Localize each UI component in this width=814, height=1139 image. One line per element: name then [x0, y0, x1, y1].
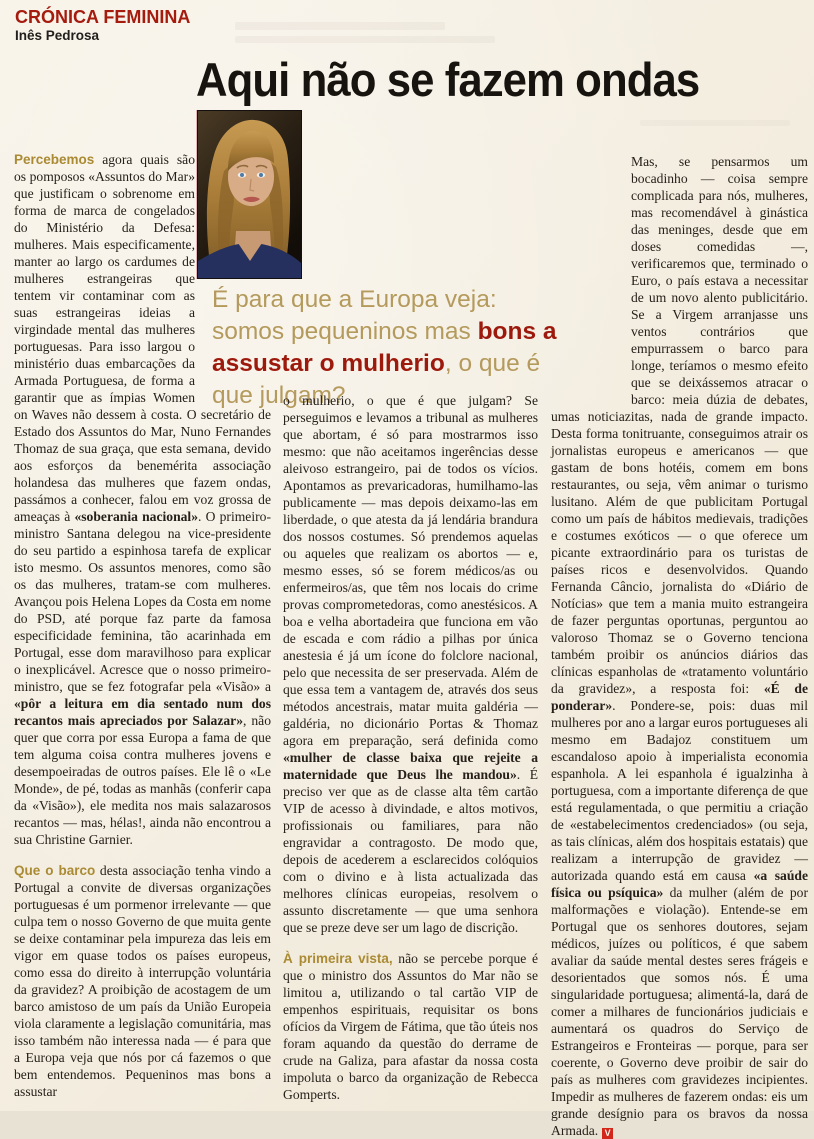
bleed-through-mark: [640, 120, 790, 126]
headline: Aqui não se fazem ondas: [196, 53, 700, 106]
body-text: , não quer que corra por essa Europa a fama de que tem alguma coisa contra mulheres jovens e desempoeiradas de outros países. Ele lê o «Le Monde», de pé, todas as manhãs (conferir capa da «Visão»), ele medita nos mais salazarosos recantos — mas, hélas!, ainda não encontrou a sua Christine Garnier.: [14, 713, 271, 847]
body-text: o mulherio, o que é que julgam? Se perseguimos e levamos a tribunal as mulheres que abortam, é só para mostrarmos isso mesmo: que não aceitamos ingerências desse aleivoso estrangeiro, pai de todos os vícios. Apontamos as prevaricadoras, humilhamo-las publicamente — mas depois deixamo-las em liberdade, o que atesta da já lendária brandura dos nossos costumes. Só prendemos aquelas ou aqueles que realizam os abortos — e, mesmo esses, só se forem médicos/as ou enfermeiros/as, que têm nos locais do crime provas comprometedoras, como anestésicos. A boa e velha abortadeira que funciona em vão de escada e com rádio a pilhas por única anestesia é já um ícone do folclore nacional, pelo que necessita de ser preservada. Além de que essa tem a vantagem de, através dos seus métodos ancestrais, matar muita galdéria — galdéria, no dicionário Portas & Thomaz agora em preparação, será definida como: [283, 393, 538, 748]
pull-quote-segment: É para que a Europa veja: somos pequeninos mas: [212, 286, 497, 345]
paragraph: [283, 392, 538, 936]
body-text-bold: «a saúde física ou psíquica»: [551, 868, 808, 900]
paragraph: [14, 862, 271, 1100]
body-text: desta associação tenha vindo a Portugal a convite de diversas organizações portuguesas é um pormenor irrelevante — que culpa tem o nosso Governo de que muita gente se deixe contaminar pela impureza das leis em vigor em quase todos os países europeus, como essa do direito à interrupção voluntária da gravidez? A proibição de acostagem de um barco amistoso de um país da União Europeia viola claramente a legislação comunitária, mas isso também não interessa nada — é para que a Europa veja que nós por cá fazemos o que bem entendemos. Pequeninos mas bons a assustar: [14, 863, 271, 1099]
lead-in: À primeira vista,: [283, 951, 393, 966]
paragraph: [283, 950, 538, 1103]
body-text-bold: «pôr a leitura em dia sentado num dos recantos mais apreciados por Salazar»: [14, 696, 271, 728]
body-text-bold: «soberania nacional»: [74, 509, 199, 524]
body-text: agora quais são os pomposos «Assuntos do Mar» que justificam o sobrenome em forma de marca de congelados do Ministério da Defesa: mulheres. Mais especificamente, manter ao largo os cardumes de mulheres estrangeiras que tentem vir contaminar com as suas estrangeiras ideias a virgindade mental das mulheres portuguesas. Para isso largou o ministério duas embarcações da Armada Portuguesa, de forma a garantir que as ímpias Women on Waves não dessem à costa. O secretário de Estado dos Assuntos do Mar, Nuno Fernandes Thomaz de sua graça, que esta semana, devido aos esforços da benemérita associação holandesa das mulheres que fazem ondas, passámos a conhecer, falou em voz grossa de ameaças à: [14, 152, 271, 524]
body-text-bold: «É de ponderar»: [551, 681, 808, 713]
photo-wrap-spacer: [195, 151, 271, 390]
column-left: [14, 151, 271, 1103]
quote-wrap-spacer: [551, 153, 631, 400]
end-mark-letter: V: [604, 1128, 611, 1138]
body-text: da mulher (além de por malformações e violação). Entende-se em Portugal que os senhores doutores, sejam médicos, juízes ou políticos, é que sabem avaliar da saúde mental destes seres frágeis e desorientados que somos nós. É uma singularidade portuguesa; alimentá-la, dará de comer a milhares de funcionários judiciais e aumentará os quadros do Serviço de Estrangeiros e Fronteiras — porque, para ser coerente, o Governo deve proibir de sair do país as mulheres com gravidezes incipientes. Impedir as mulheres de fazerem ondas: eis um grande desígnio para os bravos da nossa Armada.: [551, 885, 808, 1138]
body-text: Mas, se pensarmos um bocadinho — coisa sempre complicada para nós, mulheres, mas recomendável à ginástica das meninges, desde que em doses comedidas —, verificaremos que, terminado o Euro, o país estava a necessitar de um novo alento publicitário. Se a Virgem arranjasse uns ventos contrários que empurrassem o barco para longe, teríamos o mesmo efeito que se deixássemos atracar o barco: meia dúzia de debates, umas noticiazitas, nada de grande impacto. Desta forma tonitruante, conseguimos atrair os jornalistas europeus e americanos — que gastam de bons hotéis, comem em bons restaurantes, ou seja, vêm animar o turismo lusitano. Além de que publicitam Portugal como um país de hábitos medievais, tradições e costumes exóticos — o que oferece um picante extraordinário para os turistas de países ricos e desenvolvidos. Quando Fernanda Câncio, jornalista do «Diário de Notícias» que tem a mania muito estrangeira de fazer perguntas oportunas, perguntou ao valoroso Thomaz se o Governo tenciona também proibir os anúncios diários das clínicas espanholas de «tratamento voluntário da gravidez», a resposta foi:: [551, 154, 808, 696]
column-middle: [283, 392, 538, 1103]
lead-in: Percebemos: [14, 152, 95, 167]
bleed-through-mark: [235, 22, 445, 30]
pull-quote-segment: , o que é que julgam?: [212, 350, 541, 409]
body-text: . O primeiro-ministro Santana delegou na vice-presidente do seu partido a espinhosa tarefa de explicar isto mesmo. Os assuntos menores, como são os das mulheres, tratam-se com mulheres. Avançou pois Helena Lopes da Costa em nome do PSD, até porque faz parte da famosa especificidade feminina, tão acarinhada em Portugal, esse dom maravilhoso para explicar o inexplicável. Acresce que o nosso primeiro-ministro, que se fez fotografar pela «Visão» a: [14, 509, 271, 694]
end-of-article-mark: [602, 1128, 613, 1139]
body-text: não se percebe porque é que o ministro dos Assuntos do Mar não se limitou a, utilizando o tal cartão VIP de empenhos espirituais, requisitar os bons ofícios da Virgem de Fátima, que tão úteis nos foram aquando da questão do derrame de crude na Galiza, para afastar da nossa costa impoluta o barco da organização de Rebecca Gomperts.: [283, 951, 538, 1102]
body-text: . É preciso ver que as de classe alta têm cartão VIP de acesso à divindade, e altos motivos, profissionais ou familiares, para não engravidar a contragosto. De modo que, depois de acederem a esclarecidos colóquios com o divino e à lista actualizada das melhores clínicas europeias, resolvem o assunto discretamente — que uma senhora que se preze deve ser um lago de discrição.: [283, 767, 539, 935]
lead-in: Que o barco: [14, 863, 96, 878]
body-text: . Pondere-se, pois: duas mil mulheres por ano a largar euros portugueses ali mesmo em Badajoz constituem um escandaloso apoio à imperialista economia espanhola. A lei espanhola é igualzinha à portuguesa, com a importante diferença de que está regulamentada, o que permitiu a criação de «estabelecimentos credenciados» (ou seja, as tais clínicas, além dos hospitais estatais) que realizam a interrupção de gravidez — autorizada quando está em causa: [551, 698, 808, 883]
bleed-through-mark: [235, 36, 495, 43]
author-name: Inês Pedrosa: [15, 28, 100, 43]
pull-quote-segment-highlight: bons a assustar o mulherio: [212, 318, 557, 377]
body-text-bold: «mulher de classe baixa que rejeite a maternidade que Deus lhe mandou»: [283, 750, 538, 782]
column-right: [551, 153, 808, 1138]
section-title: CRÓNICA FEMININA: [15, 7, 191, 27]
